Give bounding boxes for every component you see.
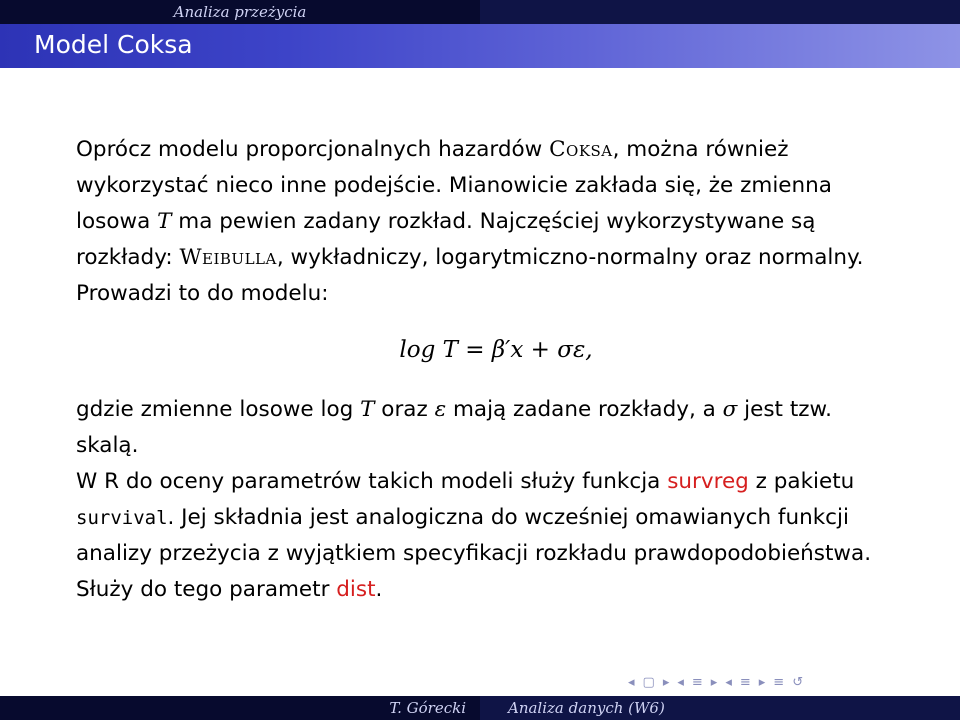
- text: .: [375, 577, 383, 602]
- slide-title: Model Coksa: [34, 30, 193, 59]
- text: mają zadane rozkłady, a: [446, 397, 723, 422]
- text: , można również wykorzystać nieco inne podejście. Mianowicie zakłada się, że zmienna losowa: [76, 137, 832, 234]
- code-survreg: survreg: [667, 469, 749, 494]
- nav-search-icon[interactable]: ↺: [792, 675, 804, 690]
- code-dist: dist: [336, 577, 376, 602]
- nav-subsection-icon[interactable]: ≡: [691, 675, 703, 690]
- text: W R do oceny parametrów takich modeli służy funkcja: [76, 469, 668, 494]
- text: oraz: [374, 397, 435, 422]
- name-coksa: Coksa: [549, 137, 613, 162]
- paragraph-intro: [76, 132, 876, 312]
- nav-next-subsection-icon[interactable]: ▸: [710, 675, 718, 690]
- text: , wykładniczy, logarytmiczno-normalny oraz normalny. Prowadzi to do modelu:: [76, 245, 864, 306]
- paragraph-survreg: [76, 464, 876, 608]
- footer-course: Analiza danych (W6): [480, 696, 960, 720]
- name-weibulla: Weibulla: [179, 245, 277, 270]
- slide-content: [76, 132, 876, 608]
- nav-prev-subsection-icon[interactable]: ◂: [677, 675, 684, 690]
- nav-prev-frame-icon[interactable]: ◂: [628, 675, 635, 690]
- math-epsilon: ε: [434, 397, 447, 422]
- math-T: T: [157, 209, 172, 234]
- header-right: [480, 0, 960, 24]
- text: Oprócz modelu proporcjonalnych hazardów: [76, 137, 550, 162]
- text: . Jej składnia jest analogiczna do wcześniej omawianych funkcji analizy przeżycia z wyjątkiem specyfikacji rozkładu prawdopodobieństwa. Służy do tego parametr: [76, 505, 872, 602]
- text: jest tzw. skalą.: [76, 397, 832, 458]
- nav-next-section-icon[interactable]: ▸: [758, 675, 766, 690]
- text: z pakietu: [748, 469, 855, 494]
- footer-author: T. Górecki: [0, 696, 480, 720]
- text: ma pewien zadany rozkład. Najczęściej wykorzystywane są rozkłady:: [76, 209, 816, 270]
- code-survival: survival: [76, 507, 168, 529]
- paragraph-definitions: [76, 392, 876, 464]
- nav-section-icon[interactable]: ≡: [739, 675, 751, 690]
- nav-prev-section-icon[interactable]: ◂: [725, 675, 732, 690]
- text: gdzie zmienne losowe log: [76, 397, 361, 422]
- nav-align-icon[interactable]: ≡: [773, 675, 785, 690]
- header-bar: [0, 0, 960, 24]
- nav-next-frame-icon[interactable]: ▸: [662, 675, 670, 690]
- beamer-navigation[interactable]: [628, 675, 803, 690]
- section-name: Analiza przeżycia: [0, 0, 480, 24]
- math-T: T: [360, 397, 375, 422]
- title-bar: [0, 24, 960, 68]
- math-sigma: σ: [722, 397, 738, 422]
- footer-bar: [0, 696, 960, 720]
- equation: log T = β′x + σε,: [399, 337, 593, 363]
- nav-frame-icon[interactable]: ▢: [642, 675, 655, 690]
